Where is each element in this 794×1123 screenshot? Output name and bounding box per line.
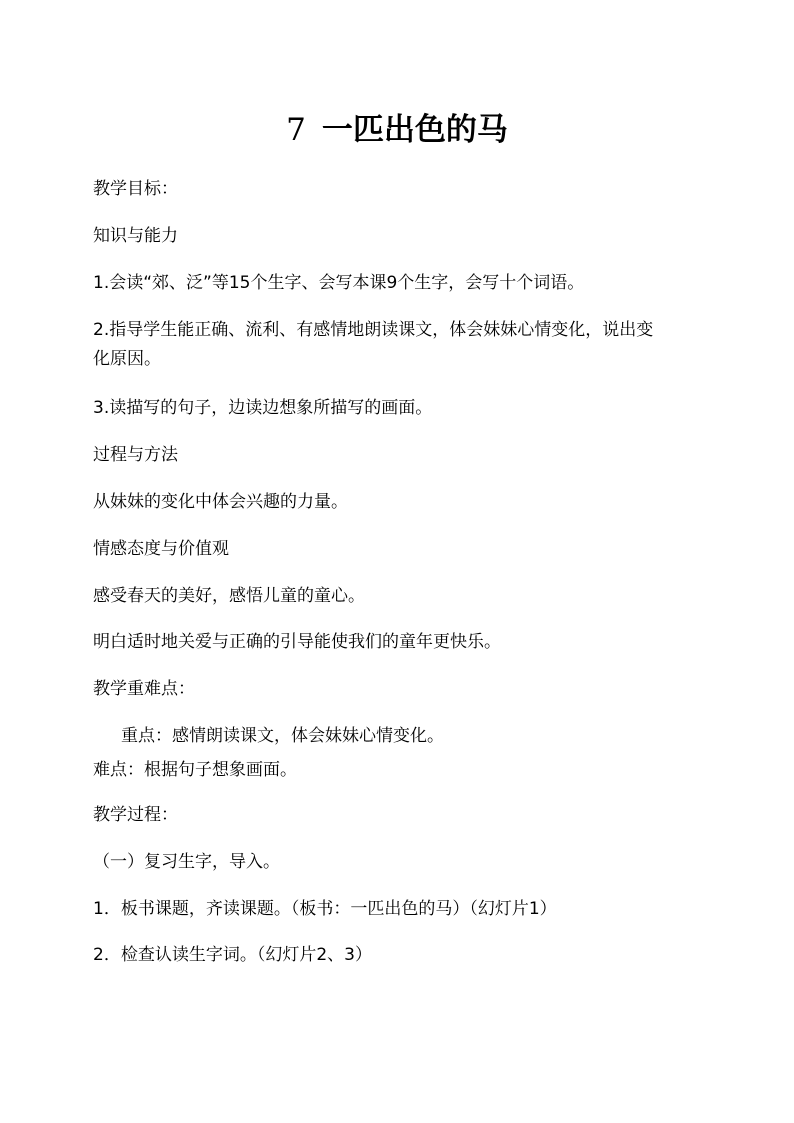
emotion-heading: 情感态度与价值观 [93, 539, 229, 559]
objectives-heading: 教学目标： [93, 179, 178, 199]
key-point: 重点：感情朗读课文，体会妹妹心情变化。 [121, 726, 444, 746]
title-number: 7 [286, 112, 306, 148]
page-title [0, 108, 794, 152]
emotion-item-1: 感受春天的美好，感悟儿童的童心。 [93, 586, 365, 606]
knowledge-heading: 知识与能力 [93, 226, 178, 246]
step-1: 1．板书课题，齐读课题。（板书：一匹出色的马）（幻灯片1） [93, 899, 557, 919]
section-one-heading: （一）复习生字，导入。 [93, 852, 280, 872]
step-2: 2．检查认读生字词。（幻灯片2、3） [93, 945, 372, 965]
knowledge-item-1: 1.会读“郊、泛”等15个生字、会写本课9个生字，会写十个词语。 [93, 273, 585, 293]
process-heading: 过程与方法 [93, 445, 178, 465]
difficult-point: 难点：根据句子想象画面。 [93, 760, 297, 780]
process-text: 从妹妹的变化中体会兴趣的力量。 [93, 492, 348, 512]
knowledge-item-2: 2.指导学生能正确、流利、有感情地朗读课文，体会妹妹心情变化，说出变 [93, 320, 654, 340]
title-text: 一匹出色的马 [321, 112, 508, 148]
procedure-heading: 教学过程： [93, 805, 178, 825]
emotion-item-2: 明白适时地关爱与正确的引导能使我们的童年更快乐。 [93, 632, 501, 652]
knowledge-item-2-continued: 化原因。 [93, 349, 161, 369]
knowledge-item-3: 3.读描写的句子，边读边想象所描写的画面。 [93, 398, 433, 418]
keypoints-heading: 教学重难点： [93, 679, 195, 699]
